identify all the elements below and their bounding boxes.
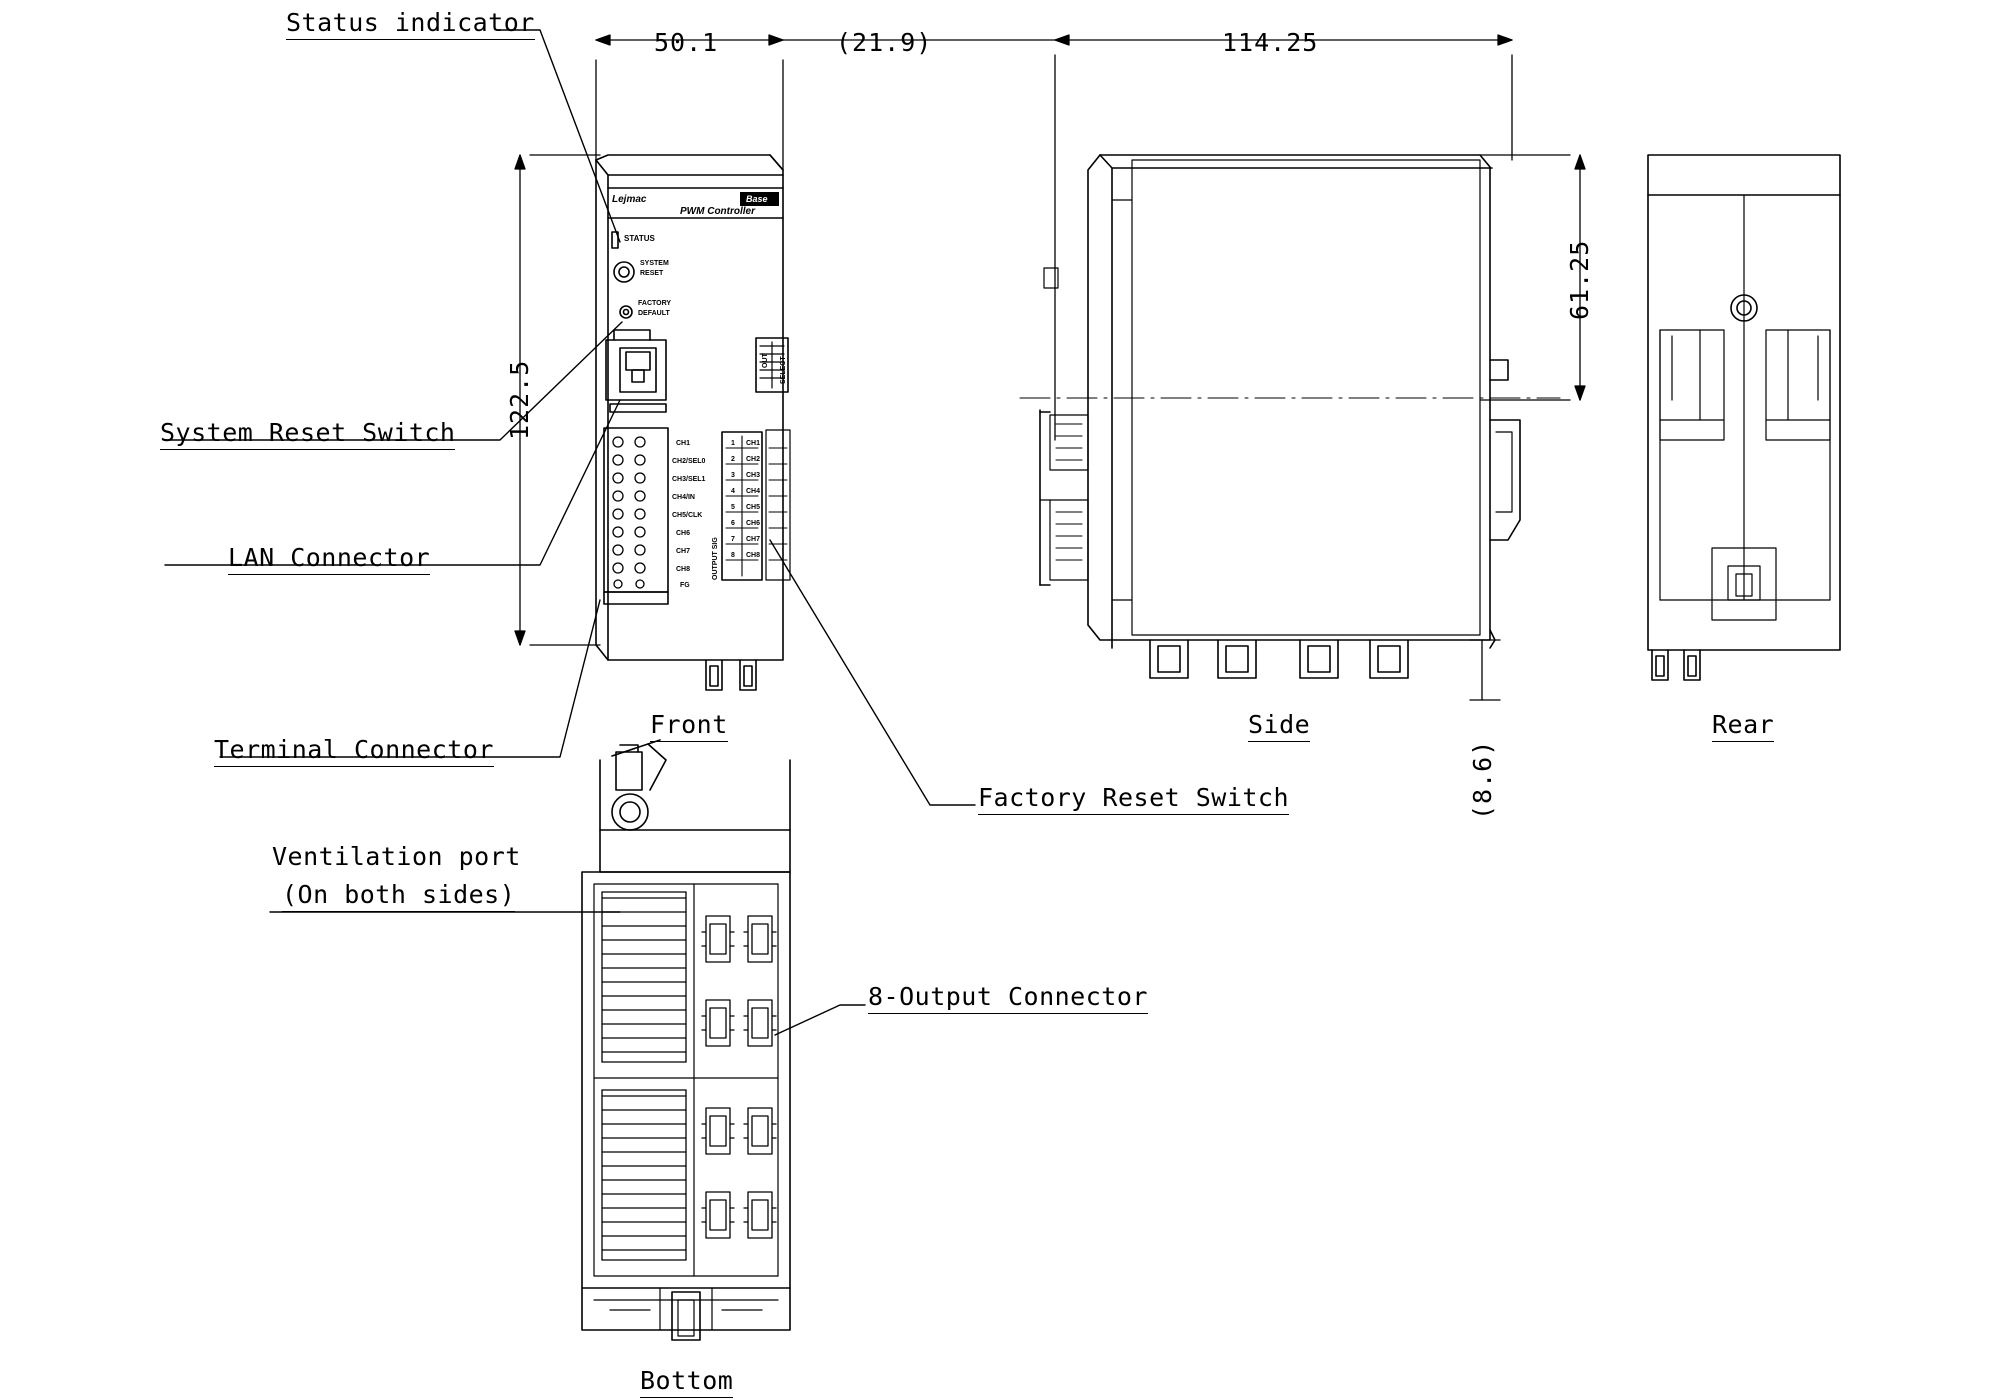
pin-number-8: 8 xyxy=(731,552,735,559)
terminal-row-label-6: CH6 xyxy=(676,530,691,537)
dimension-front-height: 122.5 xyxy=(505,359,534,440)
pin-right-label-1: CH1 xyxy=(746,440,761,447)
dimension-side-depth: 114.25 xyxy=(1222,28,1319,57)
callout-system-reset-switch: System Reset Switch xyxy=(160,418,455,450)
terminal-row-label-4: CH4/IN xyxy=(672,494,695,501)
panel-factory-default-line1: FACTORY xyxy=(638,300,672,307)
pin-right-label-7: CH7 xyxy=(746,536,761,543)
callout-status-indicator: Status indicator xyxy=(286,8,535,40)
dimension-side-height: 61.25 xyxy=(1565,239,1594,320)
side-view-geometry xyxy=(1040,155,1520,678)
terminal-row-label-8: CH8 xyxy=(676,566,691,573)
dimension-gap: (21.9) xyxy=(836,28,933,57)
panel-system-reset-line1: SYSTEM xyxy=(640,260,669,267)
pin-number-4: 4 xyxy=(731,488,735,495)
view-label-bottom: Bottom xyxy=(640,1366,733,1398)
dimension-foot-height: (8.6) xyxy=(1468,739,1497,820)
terminal-side-label: OUTPUT SIG xyxy=(712,537,719,580)
callout-output-connector: 8-Output Connector xyxy=(868,982,1148,1014)
connector-right-label: SELECT xyxy=(780,356,787,384)
callout-factory-reset-switch: Factory Reset Switch xyxy=(978,783,1289,815)
pin-right-label-5: CH5 xyxy=(746,504,761,511)
pin-number-3: 3 xyxy=(731,472,735,479)
terminal-row-label-7: CH7 xyxy=(676,548,691,555)
terminal-row-label-9: FG xyxy=(680,582,690,589)
panel-system-reset-line2: RESET xyxy=(640,270,664,277)
panel-factory-default-line2: DEFAULT xyxy=(638,310,670,317)
bottom-view-geometry xyxy=(582,740,790,1340)
view-label-rear: Rear xyxy=(1712,710,1774,742)
callout-ventilation-port-line2: (On both sides) xyxy=(282,880,515,912)
pin-number-5: 5 xyxy=(731,504,735,511)
pin-number-1: 1 xyxy=(731,440,735,447)
panel-model: PWM Controller xyxy=(680,206,755,217)
callout-terminal-connector: Terminal Connector xyxy=(214,735,494,767)
pin-right-label-8: CH8 xyxy=(746,552,761,559)
pin-number-2: 2 xyxy=(731,456,735,463)
view-label-side: Side xyxy=(1248,710,1310,742)
pin-right-label-2: CH2 xyxy=(746,456,761,463)
pin-right-label-4: CH4 xyxy=(746,488,761,495)
terminal-row-label-5: CH5/CLK xyxy=(672,512,703,519)
terminal-row-label-1: CH1 xyxy=(676,440,691,447)
callout-lan-connector: LAN Connector xyxy=(228,543,430,575)
terminal-row-label-3: CH3/SEL1 xyxy=(672,476,706,483)
terminal-row-label-2: CH2/SEL0 xyxy=(672,458,706,465)
pin-number-6: 6 xyxy=(731,520,735,527)
dimension-lines xyxy=(515,35,1585,700)
panel-badge: Base xyxy=(746,194,768,204)
callout-ventilation-port-line1: Ventilation port xyxy=(272,842,521,871)
rear-view-geometry xyxy=(1648,155,1840,680)
pin-right-label-3: CH3 xyxy=(746,472,761,479)
connector-left-label: OUT xyxy=(762,353,769,368)
view-label-front: Front xyxy=(650,710,728,742)
panel-brand: Lejmac xyxy=(612,194,647,205)
pin-right-label-6: CH6 xyxy=(746,520,761,527)
panel-status-label: STATUS xyxy=(624,234,655,243)
dimension-front-width: 50.1 xyxy=(654,28,719,57)
pin-number-7: 7 xyxy=(731,536,735,543)
